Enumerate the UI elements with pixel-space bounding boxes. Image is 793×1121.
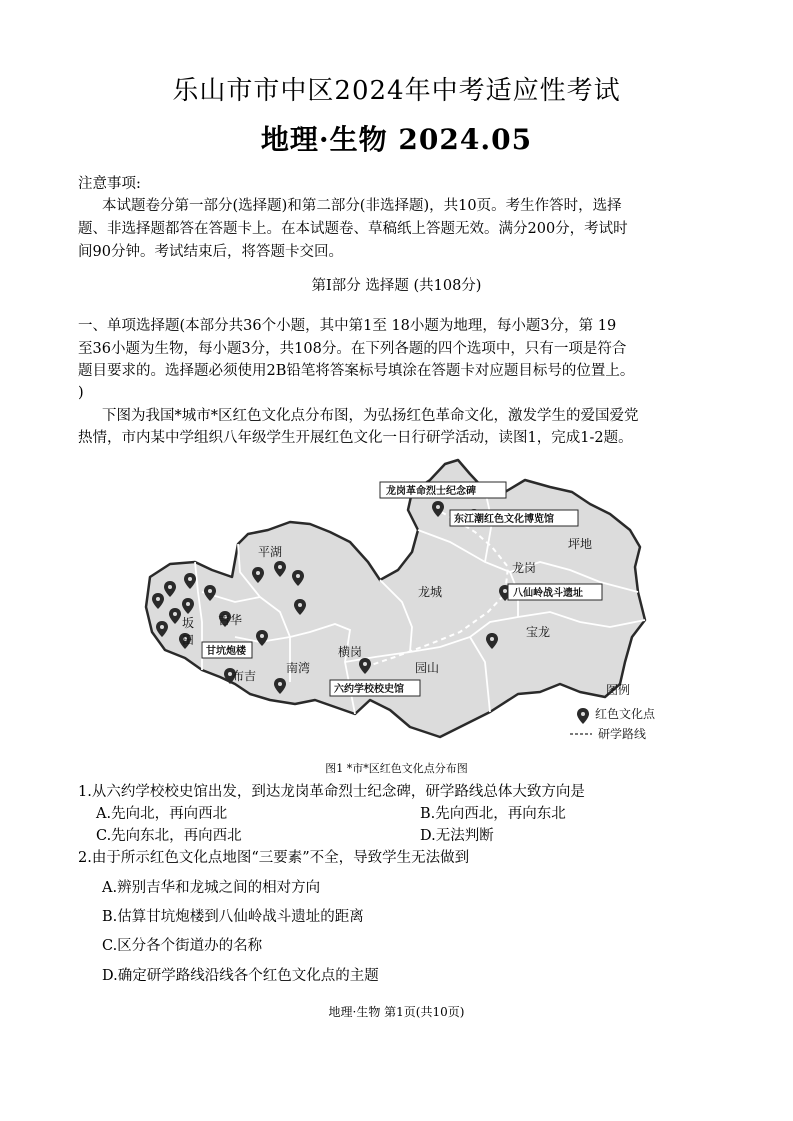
- question-1-stem: 1.从六约学校校史馆出发，到达龙岗革命烈士纪念碑，研学路线总体大致方向是: [78, 784, 585, 800]
- boxed-label-liuyue: [330, 680, 420, 696]
- label-buji: 布吉: [232, 669, 257, 683]
- svg-text:龙岗革命烈士纪念碑: 龙岗革命烈士纪念碑: [386, 486, 476, 497]
- question-1-option-d: D.无法判断: [420, 828, 494, 844]
- section-line-1: 一、单项选择题(本部分共36个小题，其中第1至 18小题为地理，每小题3分，第 19: [78, 318, 617, 334]
- label-pingdi: 坪地: [568, 537, 593, 551]
- svg-text:红色文化点: 红色文化点: [595, 707, 656, 721]
- question-2-option-a: A.辨别吉华和龙城之间的相对方向: [102, 880, 321, 896]
- svg-text:研学路线: 研学路线: [598, 727, 647, 741]
- notice-heading: 注意事项:: [78, 176, 141, 192]
- question-1-option-a: A.先向北，再向西北: [96, 806, 228, 822]
- boxed-label-baxianling: [508, 584, 602, 600]
- question-2-option-c: C.区分各个街道办的名称: [102, 938, 263, 954]
- map-caption: 图1 *市*区红色文化点分布图: [325, 762, 468, 775]
- label-nanwan: 南湾: [286, 661, 311, 675]
- exam-subtitle: 地理·生物 2024.05: [260, 123, 533, 156]
- label-baolong: 宝龙: [526, 625, 551, 639]
- svg-text:六约学校校史馆: 六约学校校史馆: [334, 684, 404, 695]
- intro-line-1: 下图为我国*城市*区红色文化点分布图，为弘扬红色革命文化，激发学生的爱国爱党: [102, 408, 639, 424]
- label-longgang: 龙岗: [512, 561, 537, 575]
- intro-line-2: 热情，市内某中学组织八年级学生开展红色文化一日行研学活动，读图1，完成1-2题。: [78, 430, 633, 446]
- section-line-2: 至36小题为生物，每小题3分，共108分。在下列各题的四个选项中，只有一项是符合: [78, 341, 627, 357]
- exam-title: 乐山市市中区2024年中考适应性考试: [172, 76, 621, 106]
- notice-line-2: 题、非选择题都答在答题卡上。在本试题卷、草稿纸上答题无效。满分200分，考试时: [78, 221, 628, 237]
- label-bantian-1: 坂: [182, 616, 195, 630]
- svg-text:图例: 图例: [606, 683, 631, 697]
- label-yuanshan: 园山: [415, 661, 440, 675]
- district-map: [140, 452, 660, 752]
- notice-line-1: 本试题卷分第一部分(选择题)和第二部分(非选择题)，共10页。考生作答时，选择: [102, 198, 622, 214]
- boxed-label-longgang-monument: [380, 482, 506, 498]
- page-footer: 地理·生物 第1页(共10页): [328, 1005, 465, 1019]
- question-1-option-c: C.先向东北，再向西北: [96, 828, 242, 844]
- question-2-option-d: D.确定研学路线沿线各个红色文化点的主题: [102, 968, 379, 984]
- notice-line-3: 间90分钟。考试结束后，将答题卡交回。: [78, 244, 343, 260]
- label-henggang: 横岗: [338, 645, 363, 659]
- label-bantian-2: 田: [182, 633, 195, 647]
- question-2-stem: 2.由于所示红色文化点地图“三要素”不全，导致学生无法做到: [78, 850, 470, 866]
- boxed-label-dongjiang: [450, 510, 578, 526]
- label-jihua: 吉华: [218, 613, 243, 627]
- question-1-option-b: B.先向西北，再向东北: [420, 806, 566, 822]
- question-2-option-b: B.估算甘坑炮楼到八仙岭战斗遗址的距离: [102, 909, 364, 925]
- boxed-label-gankeng: [202, 642, 252, 658]
- svg-text:甘坑炮楼: 甘坑炮楼: [206, 646, 246, 657]
- label-pinghu: 平湖: [258, 545, 283, 559]
- section-line-4: ): [78, 385, 84, 401]
- svg-text:东江潮红色文化博览馆: 东江潮红色文化博览馆: [454, 514, 554, 525]
- svg-text:八仙岭战斗遗址: 八仙岭战斗遗址: [513, 588, 583, 599]
- part-heading: 第Ⅰ部分 选择题 (共108分): [311, 278, 482, 294]
- section-line-3: 题目要求的。选择题必须使用2B铅笔将答案标号填涂在答题卡对应题目标号的位置上。: [78, 363, 635, 379]
- label-longcheng: 龙城: [418, 585, 443, 599]
